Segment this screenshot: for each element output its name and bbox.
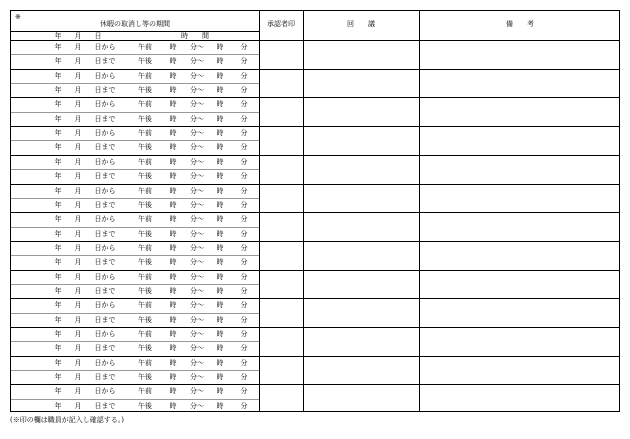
hour-label: 時 bbox=[216, 258, 224, 267]
hour-label: 時 bbox=[169, 258, 177, 267]
hour-label: 時 bbox=[169, 43, 177, 51]
day-suffix: 日から bbox=[94, 215, 116, 224]
ampm-label: 午後 bbox=[138, 86, 152, 95]
hour-label: 時 bbox=[216, 286, 224, 295]
minute-tilde-label: 分～ bbox=[190, 129, 204, 138]
month-label: 月 bbox=[74, 86, 82, 95]
hour-label: 時 bbox=[169, 143, 177, 152]
hour-label: 時 bbox=[169, 401, 177, 410]
year-label: 年 bbox=[54, 401, 62, 410]
hour-label: 時 bbox=[216, 172, 224, 181]
row-until bbox=[11, 198, 259, 212]
minute-label: 分 bbox=[240, 401, 248, 410]
ampm-label: 午後 bbox=[138, 315, 152, 324]
day-suffix: 日まで bbox=[94, 401, 116, 410]
minute-tilde-label: 分～ bbox=[190, 143, 204, 152]
subheader-line bbox=[11, 31, 259, 32]
entry-mid-line bbox=[11, 313, 259, 314]
hour-label: 時 bbox=[216, 114, 224, 123]
minute-label: 分 bbox=[240, 186, 248, 195]
hour-label: 時 bbox=[216, 215, 224, 224]
hour-label: 時 bbox=[216, 86, 224, 95]
hour-label: 時 bbox=[216, 344, 224, 353]
day-suffix: 日まで bbox=[94, 57, 116, 66]
minute-tilde-label: 分～ bbox=[190, 286, 204, 295]
month-label: 月 bbox=[74, 387, 82, 396]
year-label: 年 bbox=[54, 243, 62, 252]
hour-label: 時 bbox=[169, 243, 177, 252]
hour-label: 時 bbox=[169, 86, 177, 95]
month-label: 月 bbox=[74, 71, 82, 80]
ampm-label: 午前 bbox=[138, 272, 152, 281]
minute-label: 分 bbox=[240, 301, 248, 310]
minute-tilde-label: 分～ bbox=[190, 301, 204, 310]
year-label: 年 bbox=[54, 286, 62, 295]
year-label: 年 bbox=[54, 301, 62, 310]
month-label: 月 bbox=[74, 330, 82, 338]
minute-tilde-label: 分～ bbox=[190, 186, 204, 195]
minute-tilde-label: 分～ bbox=[190, 358, 204, 367]
day-suffix: 日まで bbox=[94, 315, 116, 324]
hour-label: 時 bbox=[216, 387, 224, 396]
footer-note: (※印の欄は職員が記入し確認する。) bbox=[10, 416, 124, 424]
year-label: 年 bbox=[54, 258, 62, 267]
month-label: 月 bbox=[74, 243, 82, 252]
minute-tilde-label: 分～ bbox=[190, 330, 204, 338]
month-label: 月 bbox=[74, 100, 82, 109]
day-suffix: 日から bbox=[94, 43, 116, 51]
day-suffix: 日から bbox=[94, 330, 116, 338]
minute-label: 分 bbox=[240, 243, 248, 252]
entry-mid-line bbox=[11, 227, 259, 228]
row-from bbox=[11, 298, 259, 312]
day-suffix: 日から bbox=[94, 157, 116, 166]
year-label: 年 bbox=[54, 358, 62, 367]
row-until bbox=[11, 140, 259, 154]
hour-label: 時 bbox=[216, 315, 224, 324]
subheader-time: 時 間 bbox=[181, 32, 209, 40]
hour-label: 時 bbox=[216, 43, 224, 51]
leave-cancellation-form bbox=[10, 10, 620, 412]
ampm-label: 午前 bbox=[138, 129, 152, 138]
day-suffix: 日から bbox=[94, 71, 116, 80]
day-suffix: 日まで bbox=[94, 229, 116, 238]
row-from bbox=[11, 40, 259, 54]
minute-label: 分 bbox=[240, 229, 248, 238]
hour-label: 時 bbox=[169, 272, 177, 281]
minute-tilde-label: 分～ bbox=[190, 86, 204, 95]
hour-label: 時 bbox=[169, 215, 177, 224]
minute-label: 分 bbox=[240, 200, 248, 209]
day-suffix: 日まで bbox=[94, 200, 116, 209]
minute-tilde-label: 分～ bbox=[190, 71, 204, 80]
row-until bbox=[11, 112, 259, 126]
year-label: 年 bbox=[54, 315, 62, 324]
divider-circulation-remarks bbox=[419, 11, 420, 411]
hour-label: 時 bbox=[216, 301, 224, 310]
subheader-year: 年 bbox=[54, 32, 62, 40]
hour-label: 時 bbox=[169, 301, 177, 310]
day-suffix: 日まで bbox=[94, 86, 116, 95]
row-from bbox=[11, 356, 259, 370]
minute-label: 分 bbox=[240, 358, 248, 367]
hour-label: 時 bbox=[216, 243, 224, 252]
day-suffix: 日まで bbox=[94, 114, 116, 123]
entry-mid-line bbox=[11, 370, 259, 371]
minute-tilde-label: 分～ bbox=[190, 258, 204, 267]
row-until bbox=[11, 169, 259, 183]
day-suffix: 日から bbox=[94, 301, 116, 310]
year-label: 年 bbox=[54, 330, 62, 338]
year-label: 年 bbox=[54, 129, 62, 138]
hour-label: 時 bbox=[216, 401, 224, 410]
row-until bbox=[11, 83, 259, 97]
row-until bbox=[11, 255, 259, 269]
row-from bbox=[11, 327, 259, 341]
entry-mid-line bbox=[11, 341, 259, 342]
hour-label: 時 bbox=[169, 315, 177, 324]
minute-tilde-label: 分～ bbox=[190, 315, 204, 324]
entry-mid-line bbox=[11, 83, 259, 84]
minute-label: 分 bbox=[240, 157, 248, 166]
ampm-label: 午前 bbox=[138, 100, 152, 109]
year-label: 年 bbox=[54, 100, 62, 109]
ampm-label: 午前 bbox=[138, 243, 152, 252]
day-suffix: 日から bbox=[94, 358, 116, 367]
month-label: 月 bbox=[74, 200, 82, 209]
row-from bbox=[11, 212, 259, 226]
minute-label: 分 bbox=[240, 172, 248, 181]
row-from bbox=[11, 184, 259, 198]
mark-symbol: ※ bbox=[15, 13, 21, 21]
day-suffix: 日から bbox=[94, 243, 116, 252]
month-label: 月 bbox=[74, 358, 82, 367]
minute-tilde-label: 分～ bbox=[190, 215, 204, 224]
minute-tilde-label: 分～ bbox=[190, 100, 204, 109]
day-suffix: 日から bbox=[94, 129, 116, 138]
entry-mid-line bbox=[11, 399, 259, 400]
ampm-label: 午後 bbox=[138, 258, 152, 267]
hour-label: 時 bbox=[216, 272, 224, 281]
ampm-label: 午後 bbox=[138, 344, 152, 353]
row-until bbox=[11, 54, 259, 68]
hour-label: 時 bbox=[169, 286, 177, 295]
subheader-day: 日 bbox=[94, 32, 102, 40]
ampm-label: 午前 bbox=[138, 186, 152, 195]
year-label: 年 bbox=[54, 387, 62, 396]
month-label: 月 bbox=[74, 186, 82, 195]
month-label: 月 bbox=[74, 401, 82, 410]
row-until bbox=[11, 399, 259, 413]
hour-label: 時 bbox=[169, 186, 177, 195]
day-suffix: 日まで bbox=[94, 373, 116, 382]
row-from bbox=[11, 155, 259, 169]
hour-label: 時 bbox=[169, 344, 177, 353]
day-suffix: 日まで bbox=[94, 286, 116, 295]
minute-tilde-label: 分～ bbox=[190, 401, 204, 410]
year-label: 年 bbox=[54, 272, 62, 281]
ampm-label: 午前 bbox=[138, 157, 152, 166]
minute-label: 分 bbox=[240, 100, 248, 109]
divider-approver-circulation bbox=[303, 11, 304, 411]
ampm-label: 午後 bbox=[138, 57, 152, 66]
month-label: 月 bbox=[74, 157, 82, 166]
entry-mid-line bbox=[11, 284, 259, 285]
entry-mid-line bbox=[11, 169, 259, 170]
minute-tilde-label: 分～ bbox=[190, 200, 204, 209]
hour-label: 時 bbox=[169, 172, 177, 181]
hour-label: 時 bbox=[216, 186, 224, 195]
year-label: 年 bbox=[54, 373, 62, 382]
minute-label: 分 bbox=[240, 315, 248, 324]
hour-label: 時 bbox=[169, 57, 177, 66]
year-label: 年 bbox=[54, 344, 62, 353]
minute-tilde-label: 分～ bbox=[190, 172, 204, 181]
year-label: 年 bbox=[54, 172, 62, 181]
ampm-label: 午後 bbox=[138, 200, 152, 209]
entry-mid-line bbox=[11, 198, 259, 199]
minute-tilde-label: 分～ bbox=[190, 387, 204, 396]
ampm-label: 午前 bbox=[138, 387, 152, 396]
minute-tilde-label: 分～ bbox=[190, 43, 204, 51]
minute-tilde-label: 分～ bbox=[190, 229, 204, 238]
row-until bbox=[11, 341, 259, 355]
month-label: 月 bbox=[74, 57, 82, 66]
year-label: 年 bbox=[54, 215, 62, 224]
ampm-label: 午後 bbox=[138, 286, 152, 295]
year-label: 年 bbox=[54, 57, 62, 66]
month-label: 月 bbox=[74, 229, 82, 238]
year-label: 年 bbox=[54, 229, 62, 238]
ampm-label: 午後 bbox=[138, 143, 152, 152]
hour-label: 時 bbox=[216, 200, 224, 209]
month-label: 月 bbox=[74, 114, 82, 123]
minute-tilde-label: 分～ bbox=[190, 57, 204, 66]
ampm-label: 午前 bbox=[138, 358, 152, 367]
year-label: 年 bbox=[54, 200, 62, 209]
minute-tilde-label: 分～ bbox=[190, 114, 204, 123]
month-label: 月 bbox=[74, 172, 82, 181]
year-label: 年 bbox=[54, 114, 62, 123]
hour-label: 時 bbox=[216, 57, 224, 66]
row-from bbox=[11, 97, 259, 111]
entry-mid-line bbox=[11, 255, 259, 256]
day-suffix: 日から bbox=[94, 387, 116, 396]
minute-label: 分 bbox=[240, 330, 248, 338]
hour-label: 時 bbox=[216, 100, 224, 109]
year-label: 年 bbox=[54, 143, 62, 152]
day-suffix: 日まで bbox=[94, 258, 116, 267]
month-label: 月 bbox=[74, 315, 82, 324]
minute-label: 分 bbox=[240, 373, 248, 382]
day-suffix: 日まで bbox=[94, 344, 116, 353]
minute-label: 分 bbox=[240, 86, 248, 95]
minute-tilde-label: 分～ bbox=[190, 157, 204, 166]
minute-label: 分 bbox=[240, 258, 248, 267]
remarks-header: 備 考 bbox=[506, 20, 534, 28]
hour-label: 時 bbox=[216, 330, 224, 338]
month-label: 月 bbox=[74, 258, 82, 267]
hour-label: 時 bbox=[169, 229, 177, 238]
hour-label: 時 bbox=[216, 229, 224, 238]
month-label: 月 bbox=[74, 272, 82, 281]
hour-label: 時 bbox=[216, 71, 224, 80]
minute-label: 分 bbox=[240, 129, 248, 138]
row-until bbox=[11, 227, 259, 241]
subheader-month: 月 bbox=[74, 32, 82, 40]
minute-label: 分 bbox=[240, 43, 248, 51]
ampm-label: 午前 bbox=[138, 330, 152, 338]
hour-label: 時 bbox=[216, 157, 224, 166]
ampm-label: 午前 bbox=[138, 43, 152, 51]
row-from bbox=[11, 241, 259, 255]
month-label: 月 bbox=[74, 301, 82, 310]
hour-label: 時 bbox=[169, 157, 177, 166]
row-until bbox=[11, 284, 259, 298]
minute-label: 分 bbox=[240, 387, 248, 396]
month-label: 月 bbox=[74, 286, 82, 295]
day-suffix: 日から bbox=[94, 186, 116, 195]
ampm-label: 午後 bbox=[138, 373, 152, 382]
row-from bbox=[11, 69, 259, 83]
row-from bbox=[11, 270, 259, 284]
hour-label: 時 bbox=[169, 100, 177, 109]
period-title: 休暇の取消し等の期間 bbox=[100, 20, 170, 28]
entry-mid-line bbox=[11, 54, 259, 55]
divider-period-approver bbox=[259, 11, 260, 411]
day-suffix: 日まで bbox=[94, 172, 116, 181]
row-from bbox=[11, 126, 259, 140]
entry-mid-line bbox=[11, 112, 259, 113]
minute-tilde-label: 分～ bbox=[190, 272, 204, 281]
year-label: 年 bbox=[54, 71, 62, 80]
hour-label: 時 bbox=[169, 387, 177, 396]
approver-header: 承認者印 bbox=[267, 20, 295, 28]
minute-label: 分 bbox=[240, 71, 248, 80]
hour-label: 時 bbox=[216, 129, 224, 138]
row-until bbox=[11, 370, 259, 384]
minute-label: 分 bbox=[240, 272, 248, 281]
minute-label: 分 bbox=[240, 286, 248, 295]
minute-label: 分 bbox=[240, 215, 248, 224]
hour-label: 時 bbox=[169, 373, 177, 382]
hour-label: 時 bbox=[169, 330, 177, 338]
ampm-label: 午前 bbox=[138, 301, 152, 310]
entry-mid-line bbox=[11, 140, 259, 141]
hour-label: 時 bbox=[169, 200, 177, 209]
ampm-label: 午後 bbox=[138, 229, 152, 238]
row-from bbox=[11, 384, 259, 398]
minute-tilde-label: 分～ bbox=[190, 243, 204, 252]
hour-label: 時 bbox=[216, 358, 224, 367]
hour-label: 時 bbox=[216, 143, 224, 152]
day-suffix: 日から bbox=[94, 272, 116, 281]
hour-label: 時 bbox=[169, 71, 177, 80]
ampm-label: 午後 bbox=[138, 172, 152, 181]
month-label: 月 bbox=[74, 143, 82, 152]
ampm-label: 午前 bbox=[138, 215, 152, 224]
ampm-label: 午後 bbox=[138, 401, 152, 410]
minute-tilde-label: 分～ bbox=[190, 373, 204, 382]
hour-label: 時 bbox=[169, 358, 177, 367]
month-label: 月 bbox=[74, 344, 82, 353]
day-suffix: 日まで bbox=[94, 143, 116, 152]
hour-label: 時 bbox=[216, 373, 224, 382]
month-label: 月 bbox=[74, 215, 82, 224]
minute-label: 分 bbox=[240, 114, 248, 123]
month-label: 月 bbox=[74, 373, 82, 382]
day-suffix: 日から bbox=[94, 100, 116, 109]
month-label: 月 bbox=[74, 43, 82, 51]
ampm-label: 午後 bbox=[138, 114, 152, 123]
minute-tilde-label: 分～ bbox=[190, 344, 204, 353]
minute-label: 分 bbox=[240, 344, 248, 353]
year-label: 年 bbox=[54, 86, 62, 95]
minute-label: 分 bbox=[240, 143, 248, 152]
year-label: 年 bbox=[54, 157, 62, 166]
row-until bbox=[11, 313, 259, 327]
hour-label: 時 bbox=[169, 114, 177, 123]
month-label: 月 bbox=[74, 129, 82, 138]
year-label: 年 bbox=[54, 186, 62, 195]
ampm-label: 午前 bbox=[138, 71, 152, 80]
year-label: 年 bbox=[54, 43, 62, 51]
circulation-header: 回 議 bbox=[347, 20, 375, 28]
minute-label: 分 bbox=[240, 57, 248, 66]
hour-label: 時 bbox=[169, 129, 177, 138]
